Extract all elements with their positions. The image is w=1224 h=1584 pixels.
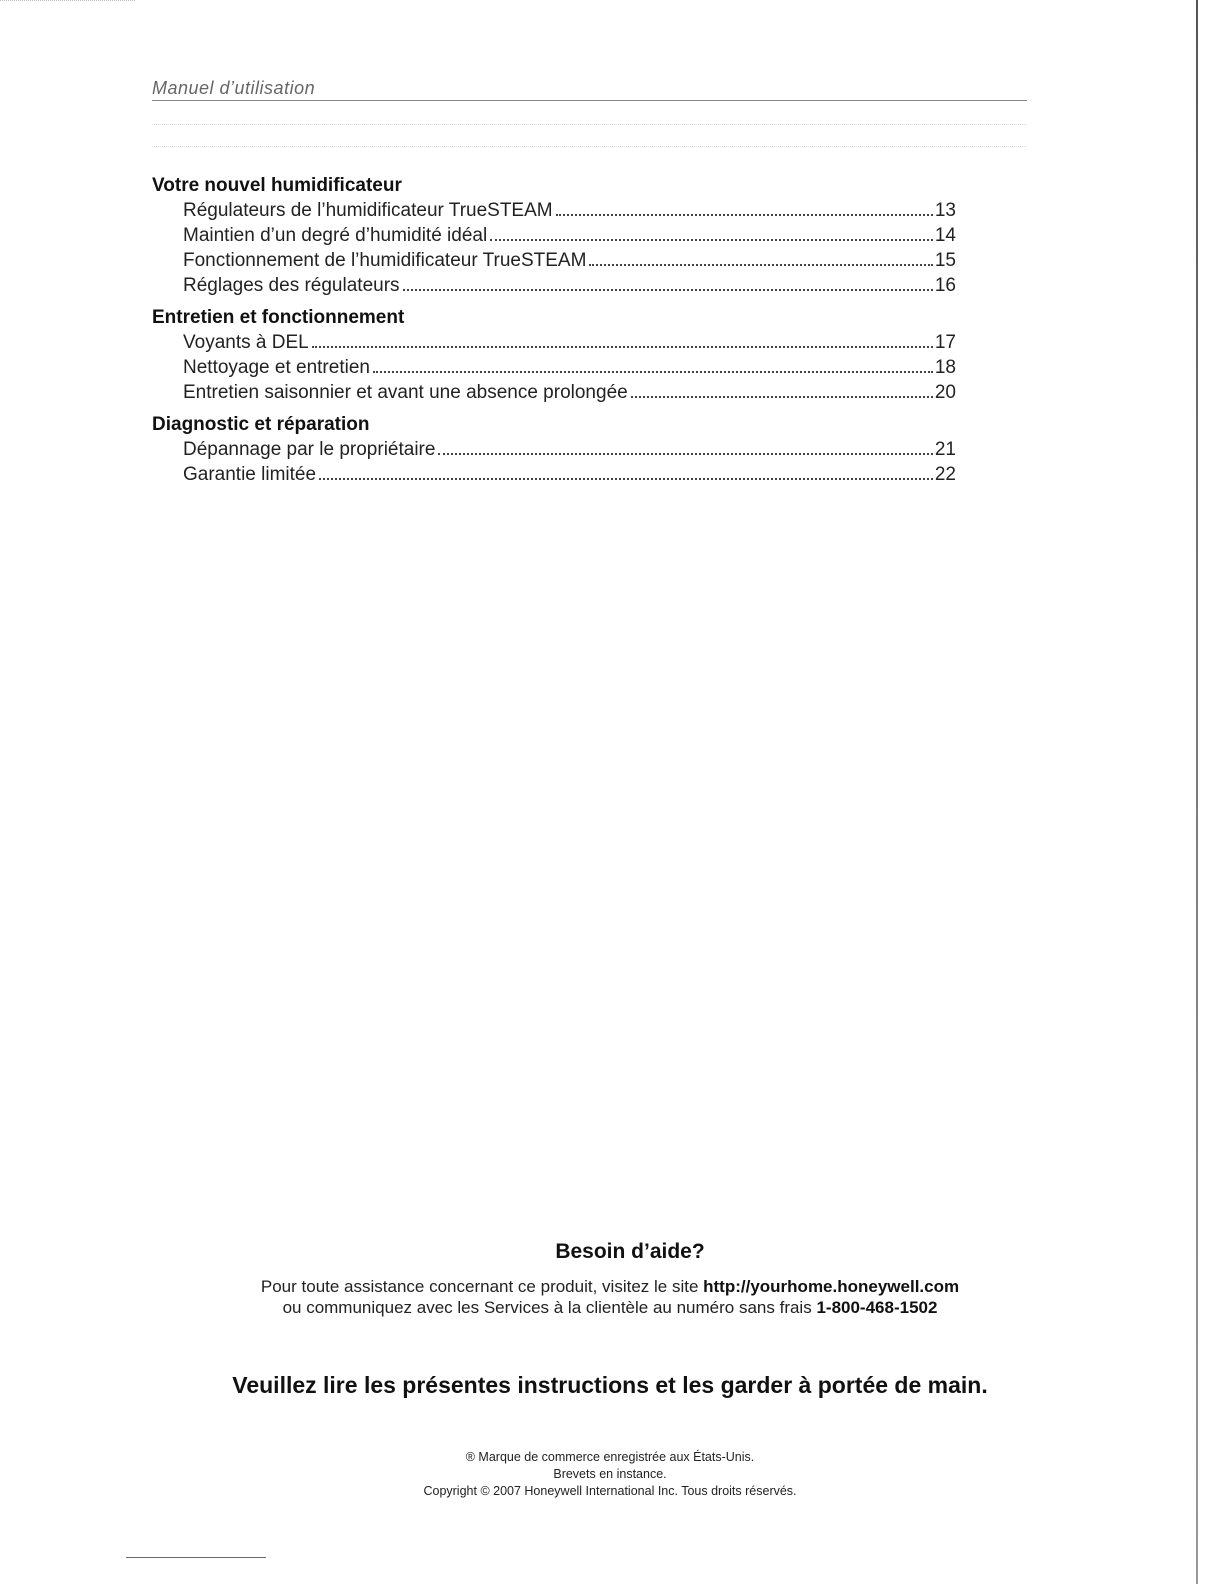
page-header xyxy=(152,78,1027,101)
entry-page-number: 21 xyxy=(934,439,956,460)
scan-noise-line xyxy=(152,124,1027,125)
entry-page-number: 16 xyxy=(934,275,956,296)
entry-page-number: 17 xyxy=(934,332,956,353)
toc-entry[interactable] xyxy=(183,273,956,298)
help-line-1 xyxy=(130,1276,1090,1297)
dot-leader xyxy=(319,478,933,480)
toc-entry[interactable] xyxy=(183,330,956,355)
dot-leader xyxy=(373,371,933,373)
scan-noise-line xyxy=(152,146,1027,147)
entry-page-number: 18 xyxy=(934,357,956,378)
entry-label: Fonctionnement de l’humidificateur TrueSTEAM xyxy=(183,250,587,271)
dot-leader xyxy=(312,346,933,348)
entry-page-number: 13 xyxy=(934,200,956,221)
entry-label: Maintien d’un degré d’humidité idéal xyxy=(183,225,488,246)
scan-artifact-dots xyxy=(0,0,135,5)
dot-leader xyxy=(589,264,932,266)
toc-section xyxy=(152,306,956,405)
help-text: ou communiquez avec les Services à la clientèle au numéro sans frais xyxy=(282,1298,812,1317)
toc-entry[interactable] xyxy=(183,355,956,380)
entry-page-number: 22 xyxy=(934,464,956,485)
dot-leader xyxy=(631,396,933,398)
support-url-link[interactable]: http://yourhome.honeywell.com xyxy=(703,1277,960,1296)
section-heading: Votre nouvel humidificateur xyxy=(152,175,402,196)
entry-label: Réglages des régulateurs xyxy=(183,275,400,296)
toc-entry[interactable] xyxy=(183,198,956,223)
toc-entry[interactable] xyxy=(183,437,956,462)
dot-leader xyxy=(403,289,933,291)
entry-label: Garantie limitée xyxy=(183,464,317,485)
entry-label: Dépannage par le propriétaire xyxy=(183,439,436,460)
help-text: Pour toute assistance concernant ce produit, visitez le site xyxy=(260,1277,699,1296)
toc-section xyxy=(152,174,956,298)
trademark-notice: ® Marque de commerce enregistrée aux États-Unis. xyxy=(465,1450,755,1464)
toc-entry[interactable] xyxy=(183,248,956,273)
scan-edge-line xyxy=(1196,0,1198,1584)
help-section xyxy=(130,1240,1090,1318)
entry-label: Régulateurs de l’humidificateur TrueSTEAM xyxy=(183,200,553,221)
dot-leader xyxy=(556,214,933,216)
help-line-2 xyxy=(130,1297,1090,1318)
entry-page-number: 15 xyxy=(934,250,956,271)
legal-footer xyxy=(330,1449,890,1500)
toc-entry[interactable] xyxy=(183,380,956,405)
dot-leader xyxy=(438,453,932,455)
patents-notice: Brevets en instance. xyxy=(553,1467,667,1481)
help-title: Besoin d’aide? xyxy=(555,1240,705,1263)
entry-label: Voyants à DEL xyxy=(183,332,309,353)
entry-label: Entretien saisonnier et avant une absence prolongée xyxy=(183,382,628,403)
entry-page-number: 20 xyxy=(934,382,956,403)
bottom-rule xyxy=(126,1557,266,1558)
section-heading: Entretien et fonctionnement xyxy=(152,307,405,328)
toc-section xyxy=(152,413,956,487)
table-of-contents xyxy=(152,174,956,495)
support-phone-number: 1-800-468-1502 xyxy=(816,1298,938,1317)
header-title: Manuel d’utilisation xyxy=(152,78,316,98)
section-heading: Diagnostic et réparation xyxy=(152,414,370,435)
toc-entry[interactable] xyxy=(183,462,956,487)
entry-label: Nettoyage et entretien xyxy=(183,357,370,378)
toc-entry[interactable] xyxy=(183,223,956,248)
dot-leader xyxy=(490,239,933,241)
read-instructions-notice: Veuillez lire les présentes instructions et les garder à portée de main. xyxy=(232,1372,988,1398)
entry-page-number: 14 xyxy=(934,225,956,246)
copyright-notice: Copyright © 2007 Honeywell International Inc. Tous droits réservés. xyxy=(423,1484,797,1498)
